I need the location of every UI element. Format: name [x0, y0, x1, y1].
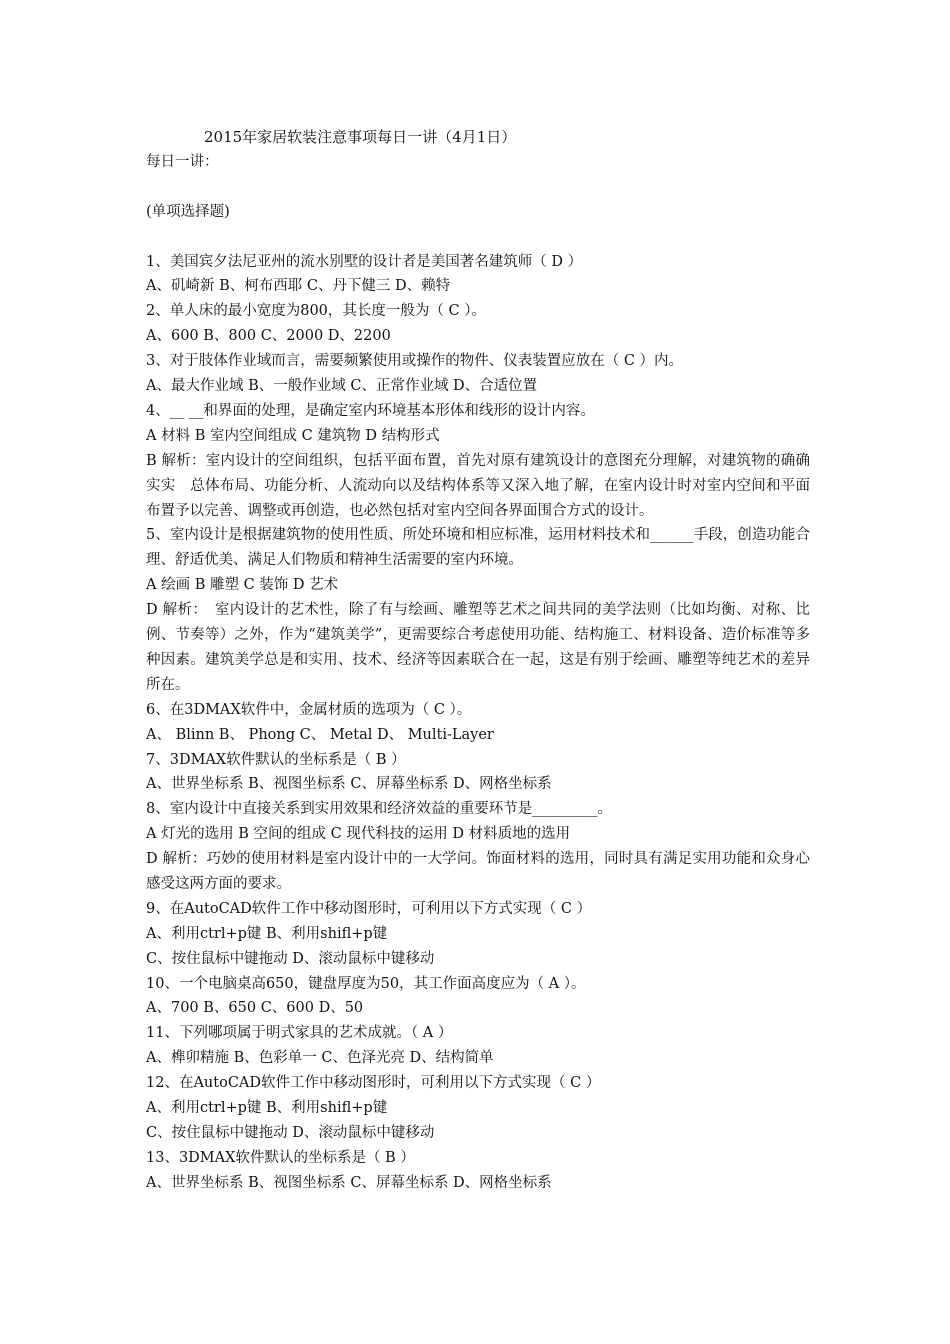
- text-line: A、 Blinn B、 Phong C、 Metal D、 Multi-Layer: [146, 726, 494, 743]
- text-line: 3、对于肢体作业域而言，需要频繁使用或操作的物件、仪表装置应放在（ C ）内。: [146, 353, 684, 370]
- text-line: 12、在AutoCAD软件工作中移动图形时，可利用以下方式实现（ C ）: [146, 1075, 601, 1092]
- blank-line: [146, 225, 810, 250]
- text-line: (单项选择题): [146, 203, 230, 220]
- text-line: 每日一讲：: [146, 154, 219, 170]
- text-line: 1、美国宾夕法尼亚州的流水别墅的设计者是美国著名建筑师（ D ）: [146, 253, 583, 270]
- paragraph: D 解析： 室内设计的艺术性，除了有与绘画、雕塑等艺术之间共同的美学法则（比如均衡、对称、比例、节奏等）之外，作为“建筑美学”，更需要综合考虑使用功能、结构施工、材料设备、造价标准等多种因素。建筑美学总是和实用、技术、经济等因素联合在一起，这是有别于绘画、雕塑等纯艺术的差异所在。: [146, 602, 810, 693]
- text-line: 2、单人床的最小宽度为800，其长度一般为（ C ）。: [146, 303, 486, 320]
- text-line: C、按住鼠标中键拖动 D、滚动鼠标中键移动: [146, 1124, 435, 1141]
- text-line: A 材料 B 室内空间组成 C 建筑物 D 结构形式: [146, 427, 440, 444]
- text-line: 6、在3DMAX软件中，金属材质的选项为（ C ）。: [146, 701, 472, 718]
- text-line: A、世界坐标系 B、视图坐标系 C、屏幕坐标系 D、网格坐标系: [146, 1174, 552, 1191]
- text-line: A、600 B、800 C、2000 D、2200: [146, 328, 391, 345]
- text-line: 11、下列哪项属于明式家具的艺术成就。（ A ）: [146, 1025, 453, 1042]
- document-body: [146, 150, 810, 1196]
- text-line: 7、3DMAX软件默认的坐标系是（ B ）: [146, 751, 406, 768]
- text-line: A 灯光的选用 B 空间的组成 C 现代科技的运用 D 材料质地的选用: [146, 826, 571, 843]
- text-line: A 绘画 B 雕塑 C 装饰 D 艺术: [146, 577, 339, 594]
- text-line: A、矶崎新 B、柯布西耶 C、丹下健三 D、赖特: [146, 278, 451, 295]
- text-line: A、榫卯精施 B、色彩单一 C、色泽光亮 D、结构简单: [146, 1050, 494, 1067]
- text-line: 13、3DMAX软件默认的坐标系是（ B ）: [146, 1149, 415, 1166]
- text-line: 8、室内设计中直接关系到实用效果和经济效益的重要环节是_________。: [146, 801, 612, 818]
- text-line: A、利用ctrl+p键 B、利用shifl+p键: [146, 925, 388, 942]
- text-line: C、按住鼠标中键拖动 D、滚动鼠标中键移动: [146, 950, 435, 967]
- text-line: A、利用ctrl+p键 B、利用shifl+p键: [146, 1100, 388, 1117]
- text-line: 9、在AutoCAD软件工作中移动图形时，可利用以下方式实现（ C ）: [146, 900, 592, 917]
- text-line: A、世界坐标系 B、视图坐标系 C、屏幕坐标系 D、网格坐标系: [146, 776, 552, 793]
- paragraph: B 解析：室内设计的空间组织，包括平面布置，首先对原有建筑设计的意图充分理解，对建筑物的确确实实 总体布局、功能分析、人流动向以及结构体系等又深入地了解，在室内设计时对室内空间和平面布置予以完善、调整或再创造，也必然包括对室内空间各界面围合方式的设计。: [146, 452, 810, 519]
- paragraph: 5、室内设计是根据建筑物的使用性质、所处环境和相应标准，运用材料技术和______手段，创造功能合理、舒适优美、满足人们物质和精神生活需要的室内环境。: [146, 527, 810, 569]
- text-line: A、700 B、650 C、600 D、50: [146, 1000, 364, 1017]
- paragraph: D 解析：巧妙的使用材料是室内设计中的一大学问。饰面材料的选用，同时具有满足实用功能和众身心感受这两方面的要求。: [146, 851, 810, 892]
- blank-line: [146, 175, 810, 200]
- document-title: 2015年家居软装注意事项每日一讲（4月1日）: [204, 128, 517, 146]
- text-line: 4、__ __和界面的处理，是确定室内环境基本形体和线形的设计内容。: [146, 402, 595, 419]
- text-line: 10、一个电脑桌高650，键盘厚度为50，其工作面高度应为（ A ）。: [146, 975, 586, 992]
- text-line: A、最大作业域 B、一般作业域 C、正常作业域 D、合适位置: [146, 378, 538, 395]
